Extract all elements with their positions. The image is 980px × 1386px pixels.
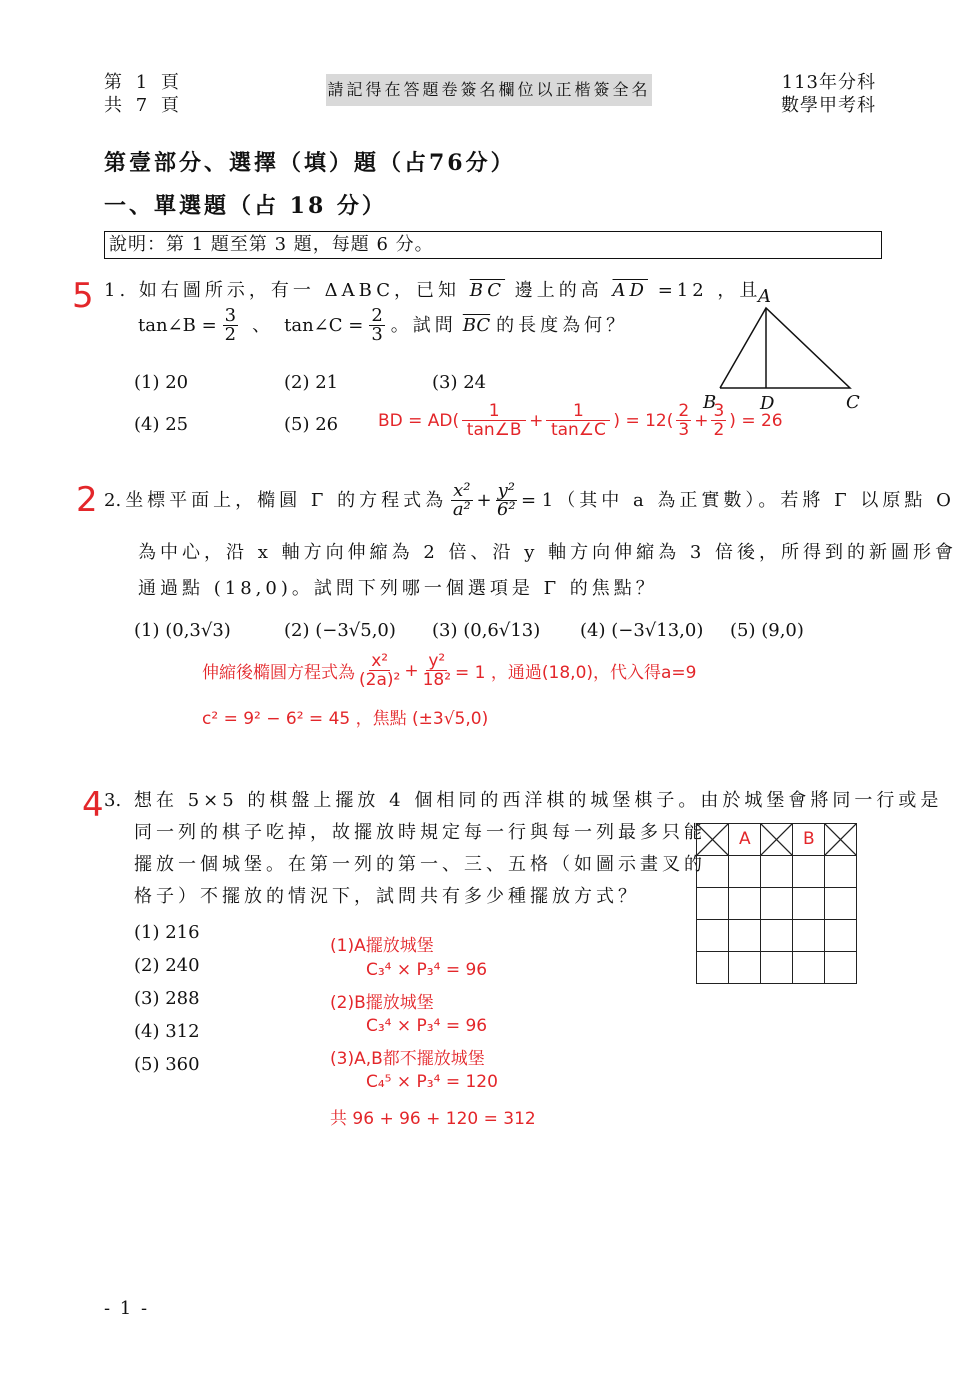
q3-option-5[interactable]: (5) 360 xyxy=(134,1054,200,1075)
q1-tanC-den: 3 xyxy=(371,324,383,345)
q2-sol-d2: 18² xyxy=(422,670,452,690)
q1-tanC-label: tan∠C = xyxy=(284,314,364,336)
q1-sol-frac3 xyxy=(676,402,691,439)
q1-sol-f1-num: 1 xyxy=(462,402,526,421)
cell-crossed xyxy=(697,824,729,856)
q1-text-e: 的長度為何？ xyxy=(496,314,629,336)
q1-sol-frac1 xyxy=(462,402,526,439)
q2-eq-frac-x xyxy=(451,482,472,519)
q2-option-3[interactable]: (3) (0,6√13) xyxy=(432,620,541,641)
cell-a xyxy=(729,824,761,856)
q3-sol-case2: (2)B擺放城堡 xyxy=(330,993,434,1013)
q2-option-5[interactable]: (5) (9,0) xyxy=(730,620,804,641)
score-mark-q2: 2 xyxy=(76,480,98,520)
label-a: A xyxy=(758,286,771,307)
q2-sol-a: 伸縮後橢圓方程式為 xyxy=(202,663,355,683)
question-1-text xyxy=(104,280,761,302)
q1-sol-plus: + xyxy=(529,410,544,431)
cross-icon xyxy=(825,824,856,855)
q3-sol-case2-calc: C₃⁴ × P₃⁴ = 96 xyxy=(366,1016,488,1036)
q1-text-b: 邊上的高 xyxy=(514,280,603,301)
label-b: B xyxy=(703,392,717,413)
q1-sol-f3-num: 2 xyxy=(678,401,690,421)
q1-option-5[interactable]: (5) 26 xyxy=(284,414,339,435)
cell-b xyxy=(793,824,825,856)
q3-sol-case1: (1)A擺放城堡 xyxy=(330,936,434,956)
q3-option-2[interactable]: (2) 240 xyxy=(134,955,200,976)
exam-subject: 數學甲考科 xyxy=(781,95,876,116)
q1-bc: $\overline{BC}$ xyxy=(469,280,506,301)
q1-tanB-fraction xyxy=(223,307,238,344)
q1-text-c: =12 ，且 xyxy=(657,280,762,301)
section-title: 一、單選題（占 18 分） xyxy=(104,193,387,219)
q3-line2: 同一列的棋子吃掉，故擺放時規定每一行與每一列最多只能 xyxy=(134,822,706,843)
q3-sol-case1-calc: C₃⁴ × P₃⁴ = 96 xyxy=(366,960,488,980)
q1-sol-f1-den: tan∠B xyxy=(466,420,522,440)
triangle-abc xyxy=(720,308,850,388)
q1-tanB-den: 2 xyxy=(224,324,237,345)
score-mark-q1: 5 xyxy=(72,276,94,316)
q1-sol-frac2 xyxy=(546,402,610,439)
label-c: C xyxy=(846,392,860,413)
q1-sol-end: ) = 26 xyxy=(729,410,783,431)
q1-number: 1. xyxy=(104,280,130,301)
cell-label-b: B xyxy=(803,829,815,849)
q2-text-a: 坐標平面上，橢圓 Γ 的方程式為 xyxy=(125,489,448,511)
q2-text-b: （其中 a 為正實數）。若將 Γ 以原點 O xyxy=(557,489,955,511)
q2-number: 2. xyxy=(104,489,122,511)
q3-option-1[interactable]: (1) 216 xyxy=(134,922,200,943)
q1-bc-2: $\overline{BC}$ xyxy=(462,314,491,336)
q2-eq-y-den: 6² xyxy=(496,499,516,520)
q3-sol-total: 共 96 + 96 + 120 = 312 xyxy=(330,1109,536,1129)
q1-sol-f2-den: tan∠C xyxy=(550,420,606,440)
instruction-box: 說明：第 1 題至第 3 題，每題 6 分。 xyxy=(104,231,882,259)
q3-option-3[interactable]: (3) 288 xyxy=(134,988,200,1009)
q3-line1: 想在 5×5 的棋盤上擺放 4 個相同的西洋棋的城堡棋子。由於城堡會將同一行或是 xyxy=(134,790,943,811)
q2-sol-n1: x² xyxy=(371,651,389,671)
q2-eq-x-num: x² xyxy=(453,480,471,501)
label-d: D xyxy=(760,393,775,414)
q2-sol-frac2 xyxy=(423,652,451,689)
q1-sol-plus2: + xyxy=(694,410,709,431)
q1-solution xyxy=(378,402,783,439)
q1-sol-f4-den: 2 xyxy=(713,420,725,440)
q1-sol-f4-num: 3 xyxy=(713,401,725,421)
q1-text-a: 如右圖所示，有一 ΔABC，已知 xyxy=(138,280,460,301)
score-mark-q3: 4 xyxy=(82,785,104,825)
page-footer: - 1 - xyxy=(104,1298,150,1319)
q1-tanC-num: 2 xyxy=(371,305,383,326)
q3-line4: 格子）不擺放的情況下，試問共有多少種擺放方式？ xyxy=(134,886,640,907)
q1-text-d: 。試問 xyxy=(390,314,457,336)
q3-line3: 擺放一個城堡。在第一列的第一、三、五格（如圖示畫叉的 xyxy=(134,854,706,875)
cross-icon xyxy=(697,824,728,855)
q2-sol-b: = 1 ，通過(18,0)，代入得a=9 xyxy=(455,663,697,683)
chessboard-grid xyxy=(696,823,857,984)
q3-number: 3. xyxy=(104,790,122,811)
q2-sol-frac1 xyxy=(359,652,400,689)
q3-option-4[interactable]: (4) 312 xyxy=(134,1021,200,1042)
q1-sol-lhs: BD = AD( xyxy=(378,410,460,431)
q2-solution-line1: 伸縮後橢圓方程式為 $\frac{\text{x²}}{\text{(2a)²}}$ + $\frac{\text{y²}}{\text{18²}}$ = 1 ，通過(18,0)，代入得a=9 xyxy=(202,651,697,690)
q2-eq-frac-y xyxy=(496,482,517,519)
q2-sol-n2: y² xyxy=(428,651,446,671)
cell-crossed xyxy=(761,824,793,856)
q2-eq-rhs: = 1 xyxy=(520,489,554,511)
q2-sol-d1: (2a)² xyxy=(359,670,401,690)
q1-ad: $\overline{AD}$ xyxy=(612,280,648,301)
signature-banner: 請記得在答題卷簽名欄位以正楷簽全名 xyxy=(326,74,652,106)
exam-year: 113年分科 xyxy=(781,72,876,93)
q1-option-2[interactable]: (2) 21 xyxy=(284,372,339,393)
q2-option-1[interactable]: (1) (0,3√3) xyxy=(134,620,231,641)
q1-option-3[interactable]: (3) 24 xyxy=(432,372,487,393)
q2-eq-x-den: a² xyxy=(452,499,471,520)
q1-tanB-label: tan∠B = xyxy=(138,314,217,336)
q1-sol-f3-den: 3 xyxy=(678,420,690,440)
q2-eq-y-num: y² xyxy=(497,480,515,501)
q1-sep: 、 xyxy=(252,314,271,336)
total-pages: 共 7 頁 xyxy=(104,95,183,116)
q2-option-2[interactable]: (2) (−3√5,0) xyxy=(284,620,396,641)
q1-tanB-num: 3 xyxy=(224,305,237,326)
q2-solution-line2: c² = 9² − 6² = 45 ，焦點 (±3√5,0) xyxy=(202,709,489,729)
q2-option-4[interactable]: (4) (−3√13,0) xyxy=(580,620,704,641)
page-number: 第 1 頁 xyxy=(104,72,183,93)
q3-sol-case3: (3)A,B都不擺放城堡 xyxy=(330,1049,485,1069)
q1-option-1[interactable]: (1) 20 xyxy=(134,372,189,393)
question-2-line1: 2. 坐標平面上，橢圓 Γ 的方程式為 $\frac{\text{x²}}{\text{a²}}$ + $\frac{\text{y²}}{\text{6²}}$ = 1 （其中 a 為正實數）。若將 Γ 以原點 O xyxy=(104,480,955,520)
q2-line3: 通過點 (18,0)。試問下列哪一個選項是 Γ 的焦點？ xyxy=(138,578,658,599)
cell-label-a: A xyxy=(739,829,751,849)
q2-line2: 為中心，沿 x 軸方向伸縮為 2 倍、沿 y 軸方向伸縮為 3 倍後，所得到的新圖形會 xyxy=(138,542,957,563)
q1-tanC-fraction xyxy=(369,307,384,344)
q3-sol-case3-calc: C₄⁵ × P₃⁴ = 120 xyxy=(366,1072,498,1092)
cross-icon xyxy=(761,824,792,855)
q1-sol-f2-num: 1 xyxy=(546,402,610,421)
q1-option-4[interactable]: (4) 25 xyxy=(134,414,189,435)
part-title: 第壹部分、選擇（填）題（占76分） xyxy=(104,150,516,176)
q1-sol-frac4 xyxy=(711,402,726,439)
cell-crossed xyxy=(825,824,857,856)
q1-tan-line xyxy=(138,307,628,344)
q1-sol-mid: ) = 12( xyxy=(613,410,674,431)
